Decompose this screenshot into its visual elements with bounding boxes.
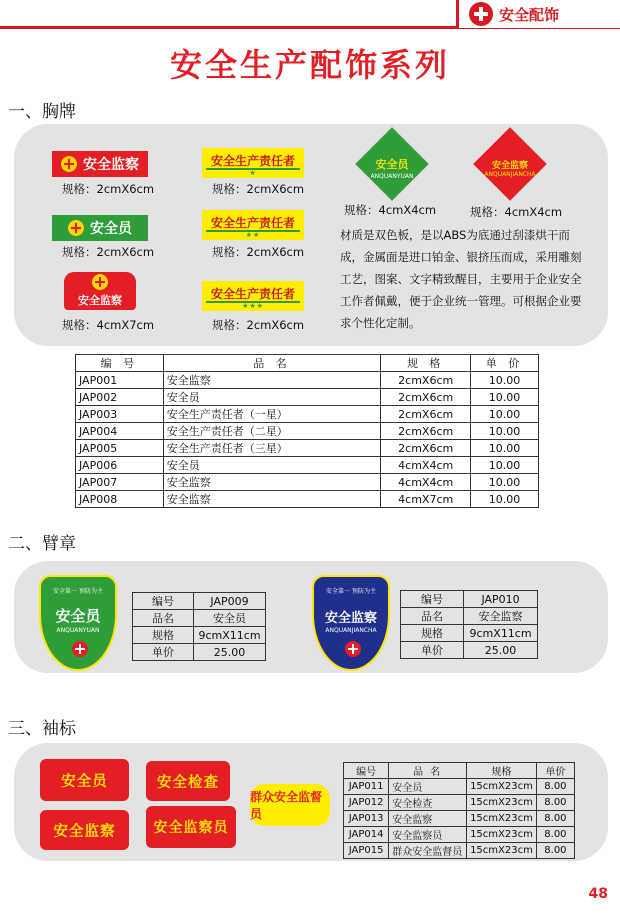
shield-sublabel: ANQUANYUAN [56, 627, 100, 634]
table-cell: JAP003 [76, 406, 164, 423]
table-header-cell: 规 格 [381, 355, 471, 372]
table-cell: JAP008 [76, 491, 164, 508]
table-cell: 安全监察员 [389, 827, 467, 843]
diamond-spec: 规格：4cmX4cm [344, 203, 437, 217]
table-cell: 2cmX6cm [381, 372, 471, 389]
table-cell: JAP004 [76, 423, 164, 440]
table-cell: JAP002 [76, 389, 164, 406]
table-cell: 10.00 [471, 406, 539, 423]
table-cell: 安全监察 [163, 474, 381, 491]
table-header-cell: 规格 [467, 763, 537, 779]
table-cell: JAP015 [344, 843, 389, 859]
table-cell: 15cmX23cm [467, 843, 537, 859]
badge-zeren-two-star [202, 210, 304, 240]
table-cell: 4cmX7cm [381, 491, 471, 508]
badge-anquan-jiancha [52, 151, 148, 177]
badge-price-table [75, 354, 539, 508]
safety-emblem-icon [68, 220, 84, 236]
diamond-sublabel: ANQUANYUAN [370, 173, 414, 180]
table-row [76, 440, 539, 457]
table-header-cell: 编 号 [76, 355, 164, 372]
table-row [76, 372, 539, 389]
armband-info-table [400, 590, 538, 659]
table-row [401, 625, 538, 642]
badge-spec: 规格：2cmX6cm [62, 182, 155, 196]
table-cell: 安全生产责任者（一星） [163, 406, 381, 423]
safety-emblem-icon [61, 156, 77, 172]
badge-zeren-three-star [202, 281, 304, 311]
table-cell: JAP010 [464, 591, 538, 608]
table-cell: 2cmX6cm [381, 440, 471, 457]
table-cell: 群众安全监督员 [389, 843, 467, 859]
diamond-spec: 规格：4cmX4cm [470, 205, 563, 219]
table-cell: 编号 [133, 593, 194, 610]
table-row [76, 491, 539, 508]
table-cell: JAP009 [194, 593, 266, 610]
table-cell: JAP007 [76, 474, 164, 491]
table-row [401, 608, 538, 625]
table-cell: 安全员 [163, 389, 381, 406]
table-cell: JAP001 [76, 372, 164, 389]
safety-emblem-icon [345, 641, 361, 657]
category-tag-label: 安全配饰 [499, 5, 560, 24]
page-number: 48 [588, 886, 608, 902]
safety-cross-icon [469, 2, 493, 26]
top-bar [0, 0, 620, 30]
table-cell: 25.00 [464, 642, 538, 659]
table-row [401, 591, 538, 608]
table-cell: 10.00 [471, 474, 539, 491]
table-cell: 25.00 [194, 644, 266, 661]
table-cell: 品名 [133, 610, 194, 627]
badge-spec: 规格：2cmX6cm [212, 182, 305, 196]
table-header-cell: 品 名 [163, 355, 381, 372]
table-cell: JAP005 [76, 440, 164, 457]
table-cell: 8.00 [536, 795, 574, 811]
table-header-row [344, 763, 575, 779]
badge-label: 安全监察 [83, 157, 139, 173]
table-row [76, 423, 539, 440]
table-cell: 9cmX11cm [464, 625, 538, 642]
table-cell: 2cmX6cm [381, 389, 471, 406]
safety-emblem-icon [92, 274, 108, 290]
table-row [344, 795, 575, 811]
badge-anquan-jiancha-large [64, 272, 136, 310]
table-cell: 品名 [401, 608, 464, 625]
table-row [344, 827, 575, 843]
shield-label: 安全监察 [324, 611, 377, 626]
table-cell: JAP014 [344, 827, 389, 843]
table-cell: 10.00 [471, 389, 539, 406]
table-cell: 安全生产责任者（三星） [163, 440, 381, 457]
table-row [76, 389, 539, 406]
table-header-cell: 单价 [536, 763, 574, 779]
table-cell: 编号 [401, 591, 464, 608]
table-cell: 10.00 [471, 440, 539, 457]
table-row [344, 779, 575, 795]
table-cell: JAP011 [344, 779, 389, 795]
table-cell: 10.00 [471, 457, 539, 474]
table-cell: 15cmX23cm [467, 811, 537, 827]
table-cell: 单价 [401, 642, 464, 659]
shield-arc-text: 安全第一 预防为主 [53, 588, 103, 595]
table-row [76, 406, 539, 423]
table-cell: 8.00 [536, 811, 574, 827]
safety-emblem-icon [72, 641, 88, 657]
badge-label: 安全生产责任者 [210, 287, 295, 301]
table-cell: 单价 [133, 644, 194, 661]
diamond-label: 安全监察 [491, 161, 528, 171]
section-heading-badges: 一、胸牌 [8, 102, 76, 122]
badge-label: 安全员 [90, 221, 132, 237]
table-cell: 10.00 [471, 372, 539, 389]
table-cell: 安全员 [389, 779, 467, 795]
table-cell: 安全监察 [163, 491, 381, 508]
armband-info-table [132, 592, 266, 661]
shield-arc-text: 安全第一 预防为主 [326, 588, 376, 595]
shield-label: 安全员 [55, 607, 101, 625]
table-cell: 8.00 [536, 827, 574, 843]
shield-sublabel: ANQUANJIANCHA [325, 627, 377, 634]
table-row [133, 593, 266, 610]
table-cell: JAP012 [344, 795, 389, 811]
sleeve-badge: 安全员 [40, 759, 129, 801]
table-cell: JAP013 [344, 811, 389, 827]
table-cell: 15cmX23cm [467, 779, 537, 795]
badge-spec: 规格：2cmX6cm [212, 318, 305, 332]
table-header-cell: 编号 [344, 763, 389, 779]
table-cell: 8.00 [536, 843, 574, 859]
table-cell: 4cmX4cm [381, 474, 471, 491]
table-row [133, 644, 266, 661]
badge-zeren-one-star [202, 148, 304, 178]
sleeve-badge: 安全检查 [146, 761, 230, 801]
sleeve-price-table [343, 762, 575, 859]
table-row [76, 457, 539, 474]
badge-anquanyuan [52, 215, 148, 241]
table-row [76, 474, 539, 491]
badge-spec: 规格：2cmX6cm [62, 245, 155, 259]
table-cell: 2cmX6cm [381, 406, 471, 423]
table-cell: 10.00 [471, 423, 539, 440]
sleeve-badge: 安全监察员 [146, 806, 236, 848]
badge-label: 安全监察 [78, 294, 122, 307]
table-cell: 安全监察 [389, 811, 467, 827]
table-cell: 10.00 [471, 491, 539, 508]
table-cell: 安全检查 [389, 795, 467, 811]
table-cell: 15cmX23cm [467, 827, 537, 843]
table-cell: 9cmX11cm [194, 627, 266, 644]
diamond-label: 安全员 [375, 158, 409, 171]
material-description: 材质是双色板，是以ABS为底通过刮漆烘干而成，金属面是进口铂金、银挤压而成，采用雕刻工艺，图案、文字精致醒目，主要用于企业安全工作者佩戴，便于企业统一管理。可根据企业要求个性化定制。 [340, 228, 582, 330]
star-icon: ★ [249, 169, 257, 177]
table-cell: 15cmX23cm [467, 795, 537, 811]
table-cell: JAP006 [76, 457, 164, 474]
sleeve-badge: 安全监察 [40, 810, 129, 850]
badge-spec: 规格：2cmX6cm [212, 245, 305, 259]
table-header-row [76, 355, 539, 372]
table-cell: 安全监察 [163, 372, 381, 389]
badge-spec: 规格：4cmX7cm [62, 318, 155, 332]
diamond-sublabel: ANQUANJIANCHA [484, 171, 536, 178]
section-heading-armbands: 二、臂章 [8, 534, 76, 554]
table-row [344, 843, 575, 859]
table-row [401, 642, 538, 659]
table-header-cell: 单 价 [471, 355, 539, 372]
table-cell: 安全生产责任者（二星） [163, 423, 381, 440]
table-row [344, 811, 575, 827]
table-cell: 安全监察 [464, 608, 538, 625]
table-cell: 8.00 [536, 779, 574, 795]
section-heading-sleeves: 三、袖标 [8, 719, 76, 739]
table-row [133, 610, 266, 627]
table-cell: 规格 [401, 625, 464, 642]
table-cell: 4cmX4cm [381, 457, 471, 474]
table-cell: 安全员 [194, 610, 266, 627]
badge-label: 安全生产责任者 [210, 216, 295, 230]
page-title: 安全生产配饰系列 [169, 46, 450, 84]
star-icon: ★★★ [242, 302, 264, 310]
table-cell: 安全员 [163, 457, 381, 474]
table-row [133, 627, 266, 644]
sleeve-band: 群众安全监督员 [250, 784, 330, 826]
table-header-cell: 品 名 [389, 763, 467, 779]
star-icon: ★★ [245, 231, 261, 239]
badge-label: 安全生产责任者 [210, 154, 295, 168]
table-cell: 2cmX6cm [381, 423, 471, 440]
category-tag [456, 0, 620, 28]
table-cell: 规格 [133, 627, 194, 644]
